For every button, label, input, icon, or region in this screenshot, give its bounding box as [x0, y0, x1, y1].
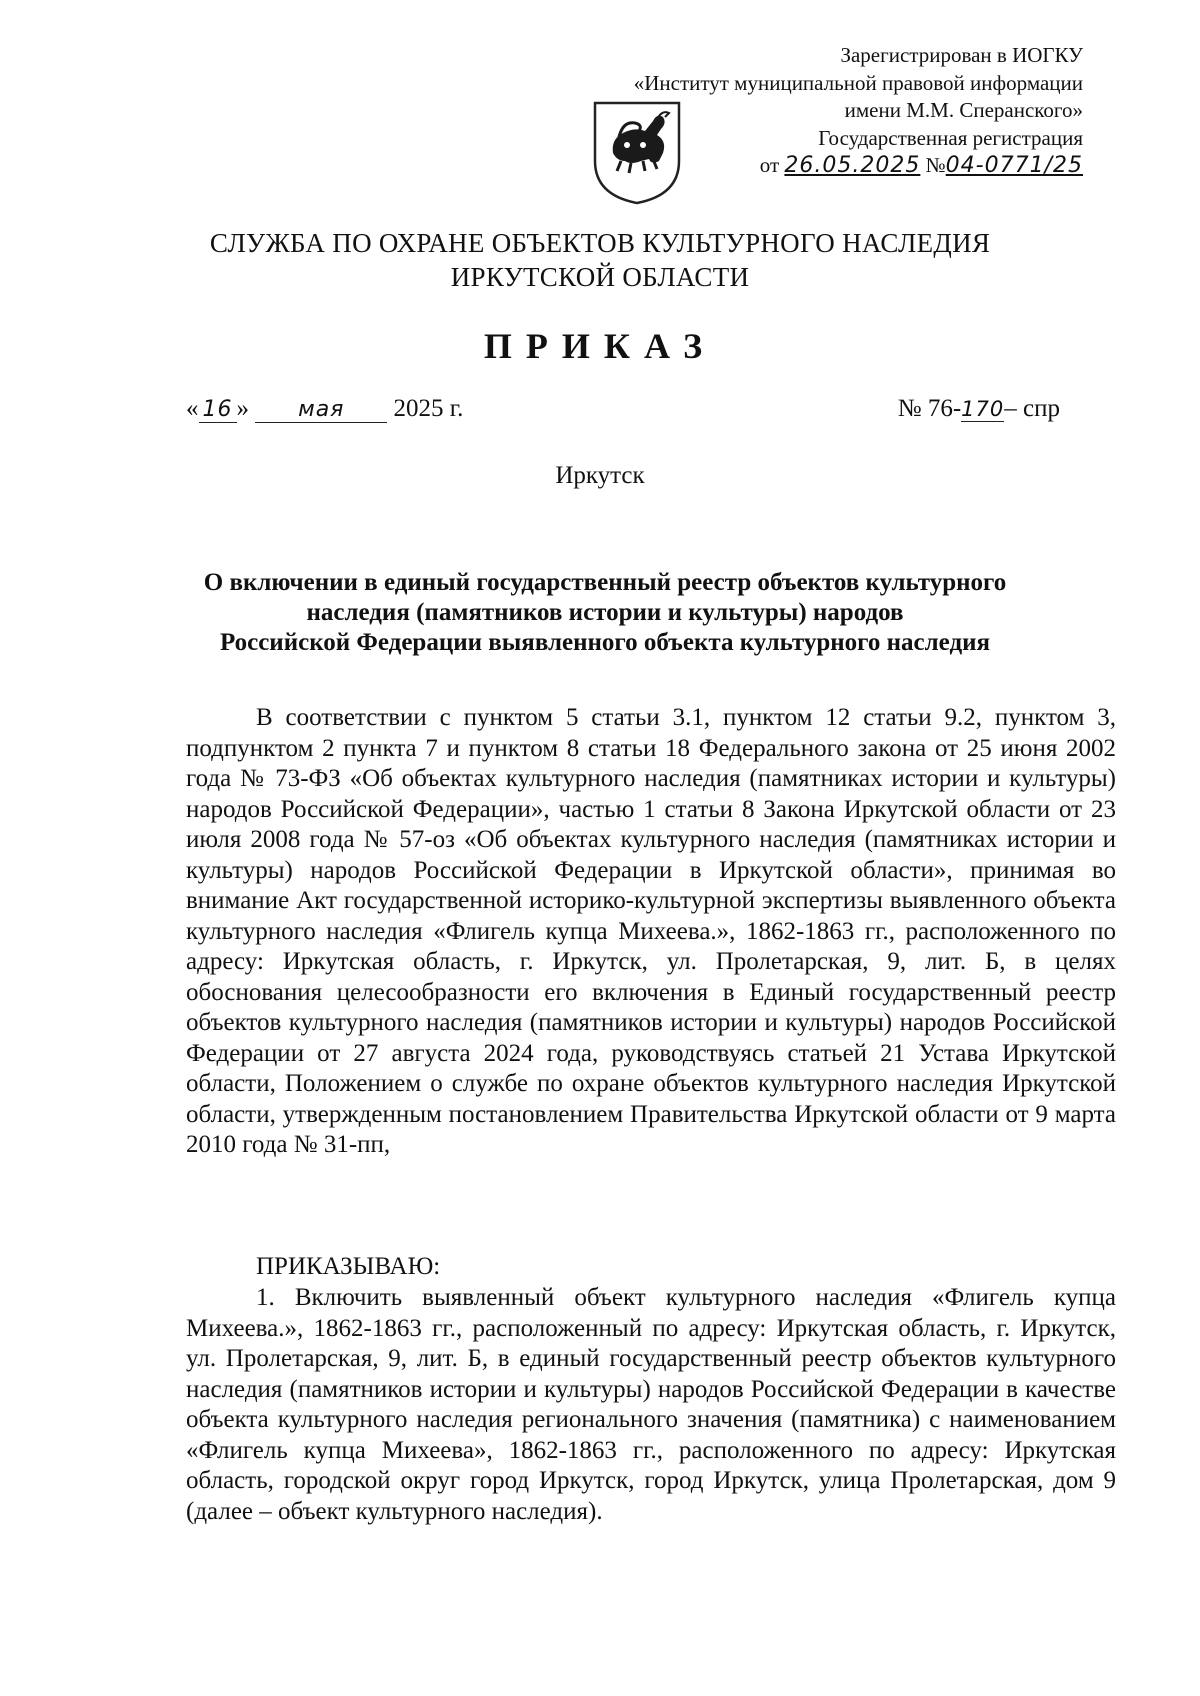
- registration-number: 04-0771/25: [945, 153, 1083, 178]
- date-open-quote: «: [186, 395, 199, 422]
- document-city: Иркутск: [555, 462, 645, 489]
- registration-date: 26.05.2025: [784, 153, 921, 178]
- registration-number-prefix: №: [925, 153, 946, 177]
- organization-name: [0, 226, 1200, 294]
- registration-line-2: «Институт муниципальной правовой информации: [633, 70, 1083, 95]
- registration-date-prefix: от: [759, 153, 780, 177]
- date-day: 16: [199, 397, 237, 423]
- document-title: [150, 568, 1060, 658]
- date-month: мая: [255, 397, 387, 423]
- date-close-quote: »: [236, 395, 249, 422]
- registration-line-1: Зарегистрирован в ИОГКУ: [840, 43, 1083, 67]
- title-line-3: Российской Федерации выявленного объекта культурного наследия: [219, 629, 991, 656]
- order-word: ПРИКАЗЫВАЮ:: [256, 1253, 441, 1280]
- title-line-2: наследия (памятников истории и культуры) народов: [306, 599, 904, 626]
- registration-line-4: Государственная регистрация: [818, 125, 1083, 150]
- number-suffix: – спр: [1004, 395, 1060, 422]
- registration-stamp: [634, 42, 1083, 180]
- coat-of-arms-icon: [591, 99, 683, 207]
- registration-date-line: [634, 152, 1083, 180]
- document-date: [186, 395, 463, 423]
- document-type-heading: ПРИКАЗ: [483, 326, 717, 366]
- organization-line-1: СЛУЖБА ПО ОХРАНЕ ОБЪЕКТОВ КУЛЬТУРНОГО НАСЛЕДИЯ: [209, 228, 991, 258]
- registration-line-3: имени М.М. Сперанского»: [844, 98, 1083, 122]
- title-line-1: О включении в единый государственный реестр объектов культурного: [203, 569, 1007, 596]
- number-handwritten: 170: [961, 397, 1005, 421]
- organization-line-2: ИРКУТСКОЙ ОБЛАСТИ: [450, 262, 750, 292]
- date-year: 2025 г.: [393, 395, 464, 422]
- document-number: [898, 395, 1060, 423]
- preamble-paragraph: В соответствии с пунктом 5 статьи 3.1, пунктом 12 статьи 9.2, пунктом 3, подпунктом 2 пункта 7 и пунктом 8 статьи 18 Федерального закона от 25 июня 2002 года № 73-ФЗ «Об объектах культурного наследия (памятниках истории и культуры) народов Российской Федерации», частью 1 статьи 8 Закона Иркутской области от 23 июля 2008 года № 57-оз «Об объектах культурного наследия (памятниках истории и культуры) народов Российской Федерации в Иркутской области», принимая во внимание Акт государственной историко-культурной экспертизы выявленного объекта культурного наследия «Флигель купца Михеева.», 1862-1863 гг., расположенного по адресу: Иркутская область, г. Иркутск, ул. Пролетарская, 9, лит. Б, в целях обоснования целесообразности его включения в Единый государственный реестр объектов культурного наследия (памятников истории и культуры) народов Российской Федерации от 27 августа 2024 года, руководствуясь статьей 21 Устава Иркутской области, Положением о службе по охране объектов культурного наследия Иркутской области, утвержденным постановлением Правительства Иркутской области от 9 марта 2010 года № 31-пп,: [186, 704, 1116, 1158]
- clause-1-paragraph: 1. Включить выявленный объект культурного наследия «Флигель купца Михеева.», 1862-1863 гг., расположенный по адресу: Иркутская область, г. Иркутск, ул. Пролетарская, 9, лит. Б, в единый государственный реестр объектов культурного наследия (памятников истории и культуры) народов Российской Федерации в качестве объекта культурного наследия регионального значения (памятника) с наименованием «Флигель купца Михеева», 1862-1863 гг., расположенного по адресу: Иркутская область, городской округ город Иркутск, город Иркутск, улица Пролетарская, дом 9 (далее – объект культурного наследия).: [186, 1284, 1116, 1525]
- number-prefix: № 76-: [897, 395, 962, 422]
